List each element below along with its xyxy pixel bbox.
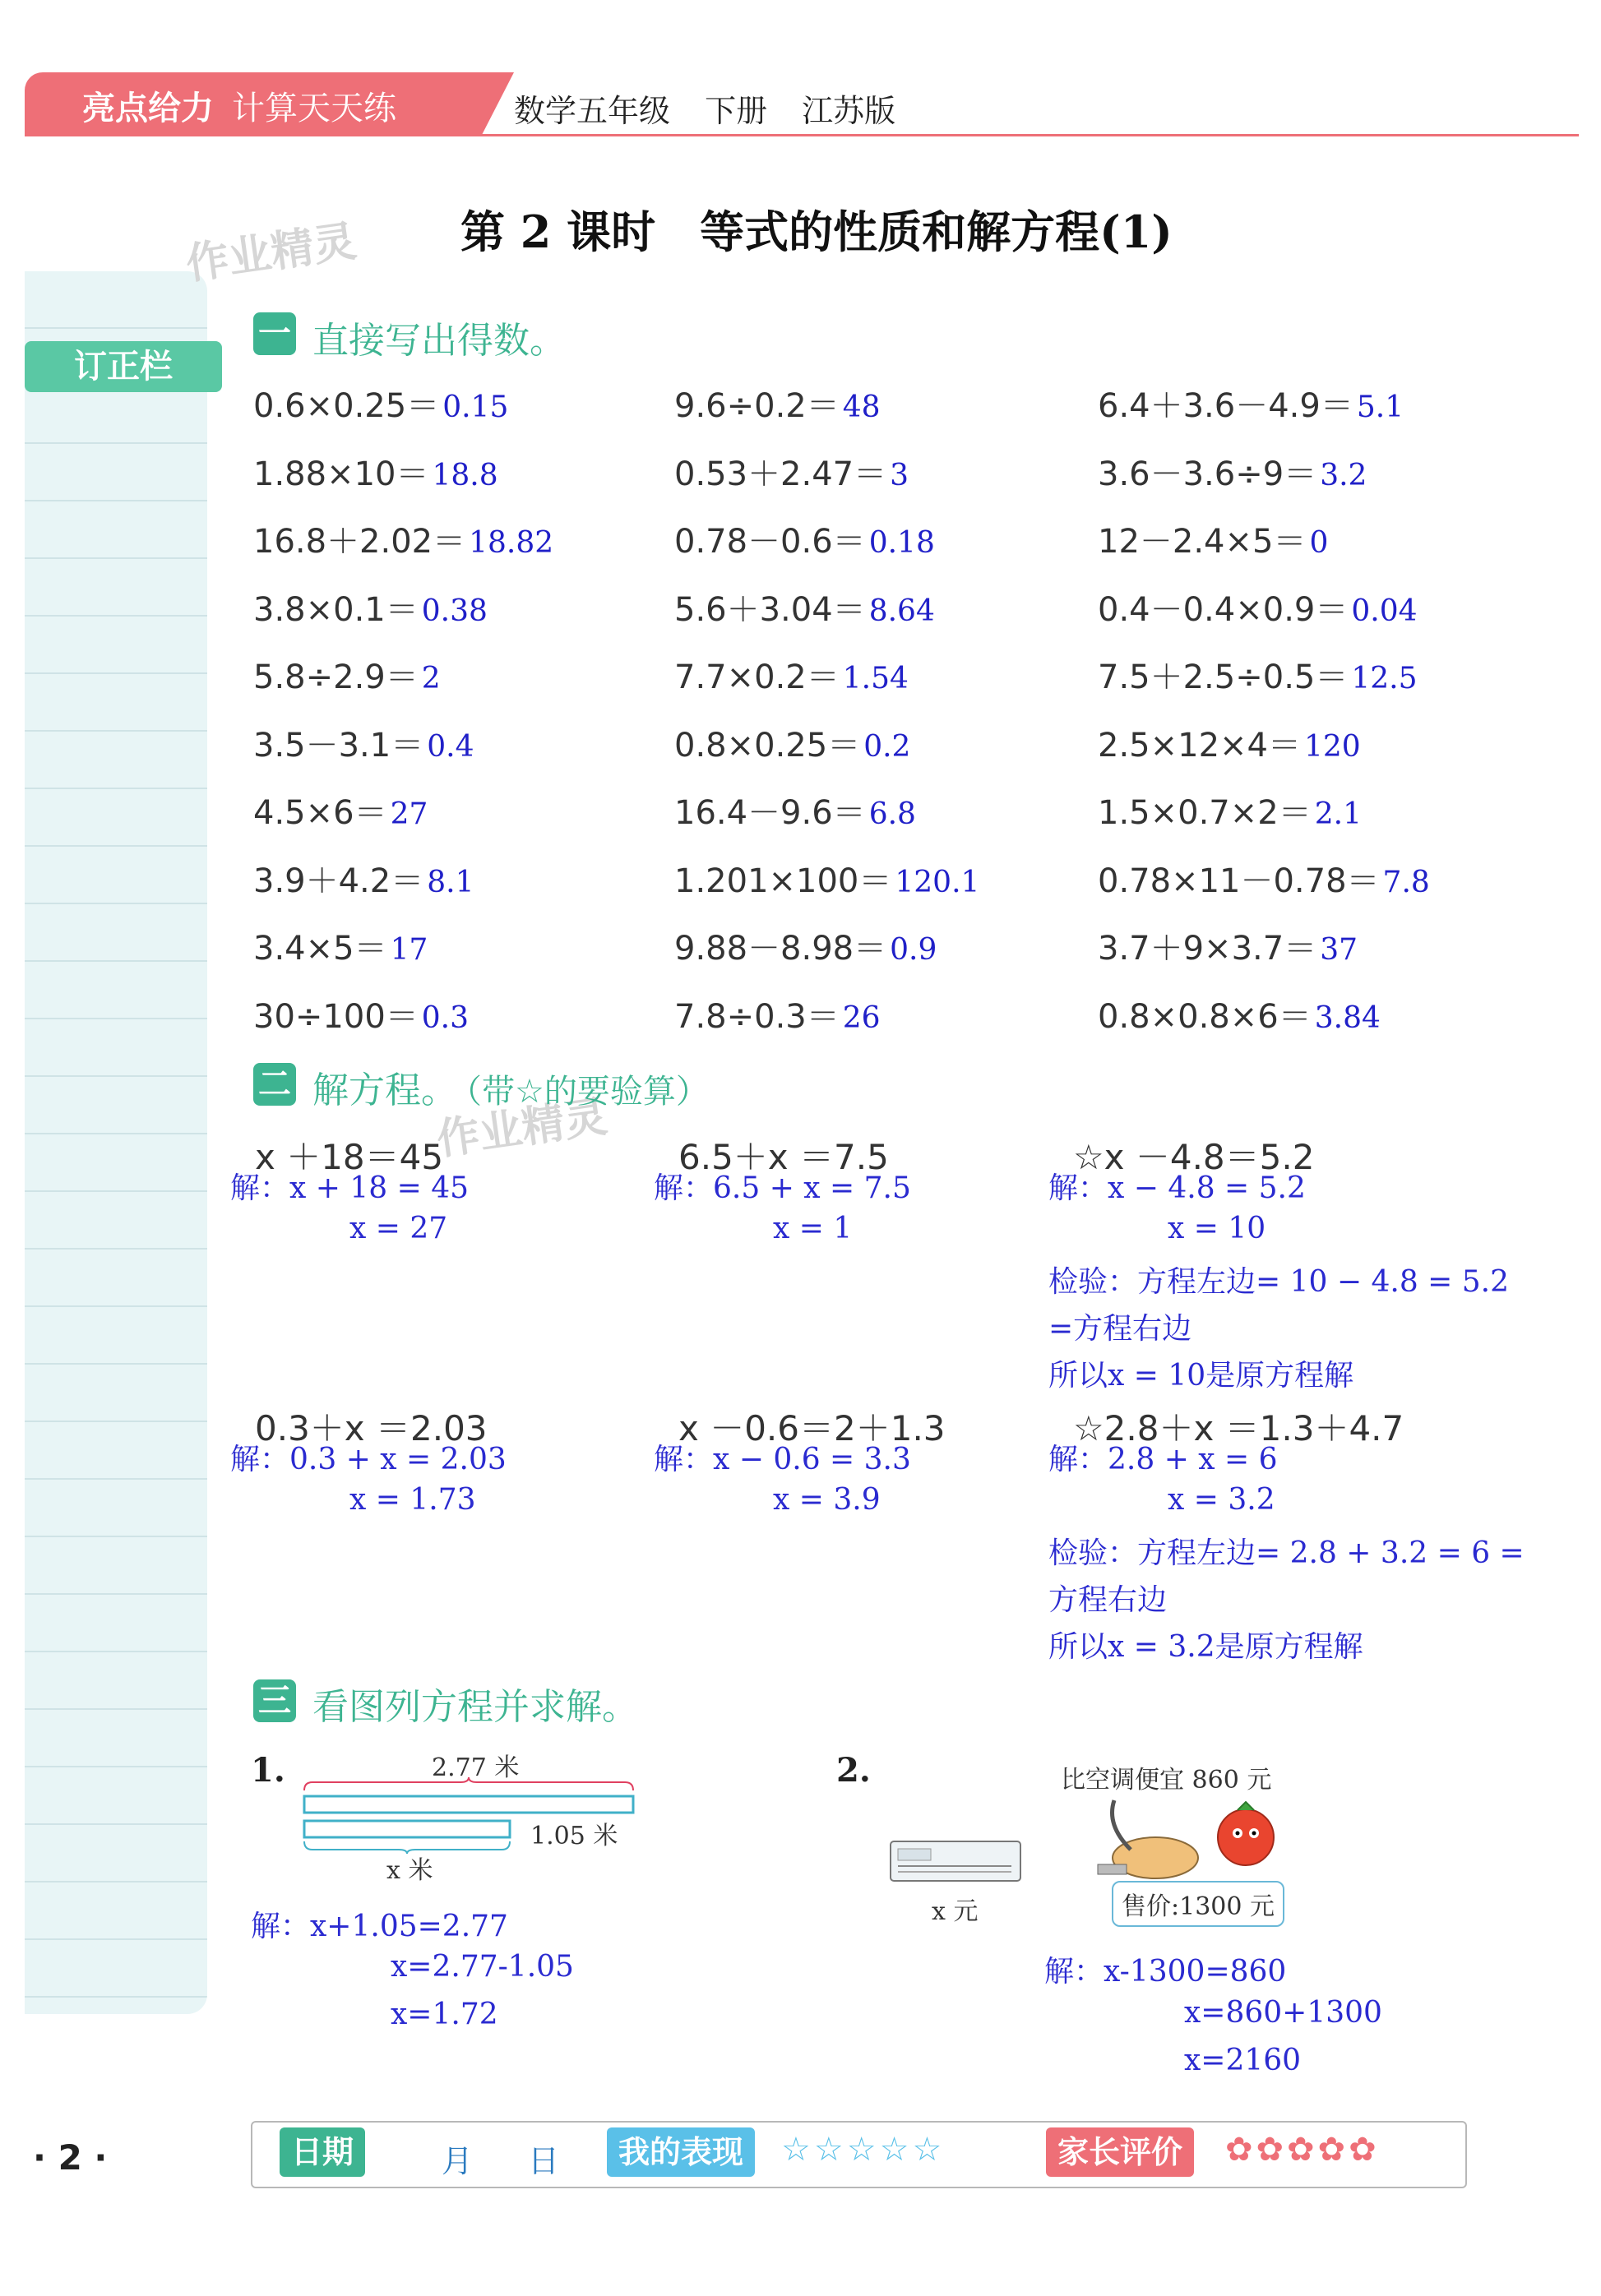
equation: ☆x －4.8＝5.2 (1073, 1137, 1315, 1177)
calc-answer: 0.2 (863, 729, 911, 764)
brand-title (82, 82, 396, 129)
calc-answer: 27 (390, 797, 428, 831)
calc-question: 1.88×10＝ (253, 455, 429, 493)
calc-question: 9.88－8.98＝ (674, 930, 887, 968)
equation: ☆2.8＋x ＝1.3＋4.7 (1073, 1408, 1404, 1448)
day-label: 日 (528, 2143, 560, 2179)
calc-item (1098, 380, 1404, 427)
calc-question: 3.5－3.1＝ (253, 726, 424, 765)
performance-stars[interactable]: ☆☆☆☆☆ (781, 2131, 946, 2169)
calc-question: 0.8×0.8×6＝ (1098, 997, 1312, 1036)
calc-item (1098, 855, 1430, 902)
calc-item (1098, 787, 1362, 834)
calc-answer: 0.04 (1351, 594, 1418, 628)
calc-answer: 37 (1320, 933, 1358, 967)
solution-line: 所以x = 10是原方程解 (1048, 1359, 1354, 1393)
solution-line: 解：2.8 + x = 6 (1048, 1443, 1278, 1476)
calc-question: 0.78－0.6＝ (674, 523, 866, 561)
solution-line: 解：6.5 + x = 7.5 (654, 1171, 911, 1205)
calc-item (674, 719, 910, 766)
calc-question: 0.6×0.25＝ (253, 387, 440, 425)
calc-item (253, 719, 474, 766)
calc-question: 0.8×0.25＝ (674, 726, 861, 765)
calc-item (253, 922, 428, 969)
problem1-label: 1. (251, 1751, 285, 1790)
calc-question: 7.7×0.2＝ (674, 658, 840, 696)
calc-question: 5.8÷2.9＝ (253, 658, 419, 696)
calc-item (1098, 515, 1328, 562)
calc-item (674, 448, 909, 495)
date-badge: 日期 (280, 2127, 365, 2177)
solution-line: x = 3.2 (1168, 1483, 1275, 1517)
calc-question: 3.6－3.6÷9＝ (1098, 455, 1317, 493)
calc-answer: 0.9 (890, 933, 937, 967)
solution-line: x = 1 (773, 1212, 853, 1245)
calc-item (674, 380, 881, 427)
calc-question: 6.4＋3.6－4.9＝ (1098, 387, 1353, 425)
solution-line: x = 1.73 (349, 1483, 476, 1517)
calc-answer: 7.8 (1382, 865, 1430, 899)
calc-answer: 1.54 (842, 662, 909, 695)
calc-question: 30÷100＝ (253, 997, 419, 1036)
calc-question: 3.4×5＝ (253, 930, 387, 968)
section3-number: 三 (253, 1679, 296, 1722)
air-conditioner-icon (888, 1837, 1024, 1887)
calc-answer: 3.2 (1320, 458, 1367, 492)
vacuum-and-tomato-icon (1081, 1792, 1303, 1883)
p2-line-2: x=860+1300 (1184, 1996, 1382, 2030)
solution-line: 检验：方程左边= 10 − 4.8 = 5.2 (1048, 1265, 1510, 1299)
calc-answer: 26 (842, 1000, 881, 1035)
calc-answer: 8.64 (868, 594, 935, 628)
calc-answer: 2 (421, 662, 441, 695)
p2-line-3: x=2160 (1184, 2044, 1302, 2077)
calc-item (1098, 991, 1381, 1037)
book-info: 数学五年级 下册 江苏版 (514, 93, 896, 129)
month-label: 月 (442, 2143, 474, 2179)
watermark-top: 作业精灵 (183, 216, 359, 290)
calc-question: 3.7＋9×3.7＝ (1098, 930, 1317, 968)
calc-answer: 48 (842, 390, 881, 424)
solution-line: 解：0.3 + x = 2.03 (230, 1443, 507, 1476)
calc-item (253, 584, 488, 631)
calc-item (253, 380, 508, 427)
diagram1-x-label: x 米 (386, 1856, 433, 1885)
calc-question: 2.5×12×4＝ (1098, 726, 1301, 765)
calc-question: 7.8÷0.3＝ (674, 997, 840, 1036)
equation: 0.3＋x ＝2.03 (255, 1408, 488, 1448)
solution-line: x = 27 (349, 1212, 448, 1245)
calc-item (253, 991, 469, 1037)
equation: 6.5＋x ＝7.5 (678, 1137, 889, 1177)
calc-answer: 18.82 (469, 526, 554, 560)
calc-question: 0.78×11－0.78＝ (1098, 862, 1380, 900)
calc-answer: 120.1 (895, 865, 980, 899)
section2-title (312, 1060, 709, 1113)
calc-question: 5.6＋3.04＝ (674, 590, 866, 629)
bottom-bar (304, 1821, 510, 1837)
p1-line-1: 解：x+1.05=2.77 (251, 1910, 508, 1943)
calc-item (674, 991, 881, 1037)
calc-question: 16.8＋2.02＝ (253, 523, 466, 561)
p1-line-3: x=1.72 (391, 1998, 498, 2031)
calc-answer: 0 (1309, 526, 1329, 560)
watermark-middle: 作业精灵 (433, 1092, 610, 1166)
brand-name: 亮点给力 (82, 90, 214, 127)
calc-item (253, 855, 474, 902)
calc-question: 7.5＋2.5÷0.5＝ (1098, 658, 1349, 696)
problem2-label: 2. (836, 1751, 871, 1790)
calc-question: 3.9＋4.2＝ (253, 862, 424, 900)
calc-item (253, 448, 498, 495)
calc-question: 16.4－9.6＝ (674, 794, 866, 832)
calc-question: 9.6÷0.2＝ (674, 387, 840, 425)
price-tag: 售价:1300 元 (1112, 1881, 1284, 1927)
calc-question: 1.5×0.7×2＝ (1098, 794, 1312, 832)
calc-item (1098, 719, 1361, 766)
correction-sidebar (25, 271, 207, 2014)
performance-badge: 我的表现 (607, 2127, 755, 2177)
calc-answer: 0.15 (442, 390, 509, 424)
brand-subtitle: 计算天天练 (232, 90, 396, 127)
calc-item (253, 787, 428, 834)
calc-answer: 3 (890, 458, 909, 492)
header-rule (25, 134, 1579, 136)
solution-line: 检验：方程左边= 2.8 + 3.2 = 6 = (1048, 1536, 1525, 1570)
total-brace (304, 1777, 633, 1790)
calc-answer: 0.4 (427, 729, 474, 764)
calc-item (674, 855, 979, 902)
calc-item (674, 651, 909, 698)
calc-item (674, 922, 937, 969)
section2-number: 二 (253, 1063, 296, 1106)
equation: x ＋18＝45 (255, 1137, 444, 1177)
top-bar (304, 1796, 633, 1813)
correction-label: 订正栏 (25, 341, 222, 392)
calc-question: 12－2.4×5＝ (1098, 523, 1307, 561)
solution-line: 解：x − 4.8 = 5.2 (1048, 1171, 1306, 1205)
calc-question: 0.53＋2.47＝ (674, 455, 887, 493)
ac-price-label: x 元 (932, 1897, 979, 1926)
page-number-value: 2 (58, 2137, 82, 2178)
calc-answer: 0.3 (421, 1000, 470, 1035)
solution-line: 解：x + 18 = 45 (230, 1171, 470, 1205)
solution-line: 方程右边 (1048, 1583, 1168, 1617)
calc-question: 3.8×0.1＝ (253, 590, 419, 629)
calc-answer: 2.1 (1314, 797, 1362, 831)
calc-answer: 120 (1304, 729, 1361, 764)
section2-note: （带☆的要验算） (465, 1073, 709, 1111)
calc-question: 0.4－0.4×0.9＝ (1098, 590, 1349, 629)
calc-item (674, 787, 916, 834)
solution-line: 所以x = 3.2是原方程解 (1048, 1630, 1363, 1664)
parent-flowers[interactable]: ✿✿✿✿✿ (1225, 2131, 1380, 2169)
p2-caption: 比空调便宜 860 元 (1061, 1766, 1272, 1795)
solution-line: x = 3.9 (773, 1483, 881, 1517)
calc-answer: 12.5 (1351, 662, 1418, 695)
page-number: · 2 · (33, 2137, 108, 2178)
calc-item (1098, 448, 1367, 495)
calc-item (1098, 651, 1418, 698)
p2-line-1: 解：x-1300=860 (1044, 1955, 1287, 1989)
calc-item (674, 584, 935, 631)
calc-item (253, 651, 441, 698)
solution-line: 解：x − 0.6 = 3.3 (654, 1443, 911, 1476)
calc-item (1098, 922, 1358, 969)
calc-answer: 18.8 (432, 458, 498, 492)
calc-answer: 3.84 (1314, 1000, 1381, 1035)
diagram1-difference-label: 1.05 米 (530, 1822, 618, 1850)
section3-title: 看图列方程并求解。 (312, 1686, 638, 1728)
section1-title: 直接写出得数。 (312, 320, 566, 362)
p1-line-2: x=2.77-1.05 (391, 1950, 574, 1984)
diagram1-total-label: 2.77 米 (432, 1753, 520, 1782)
calc-item (253, 515, 553, 562)
section2-title-text: 解方程。 (312, 1069, 457, 1111)
calc-answer: 8.1 (427, 865, 474, 899)
calc-answer: 0.38 (421, 594, 488, 628)
lesson-title: 第 2 课时 等式的性质和解方程(1) (460, 206, 1173, 258)
calc-answer: 5.1 (1356, 390, 1404, 424)
section1-number: 一 (253, 312, 296, 355)
equation: x －0.6＝2＋1.3 (678, 1408, 946, 1448)
solution-line: x = 10 (1168, 1212, 1266, 1245)
calc-answer: 6.8 (868, 797, 916, 831)
calc-question: 1.201×100＝ (674, 862, 892, 900)
calc-answer: 0.18 (868, 526, 935, 560)
calc-question: 4.5×6＝ (253, 794, 387, 832)
parent-badge: 家长评价 (1046, 2127, 1194, 2177)
calc-item (1098, 584, 1418, 631)
calc-item (674, 515, 935, 562)
solution-line: =方程右边 (1048, 1312, 1192, 1346)
calc-answer: 17 (390, 933, 428, 967)
